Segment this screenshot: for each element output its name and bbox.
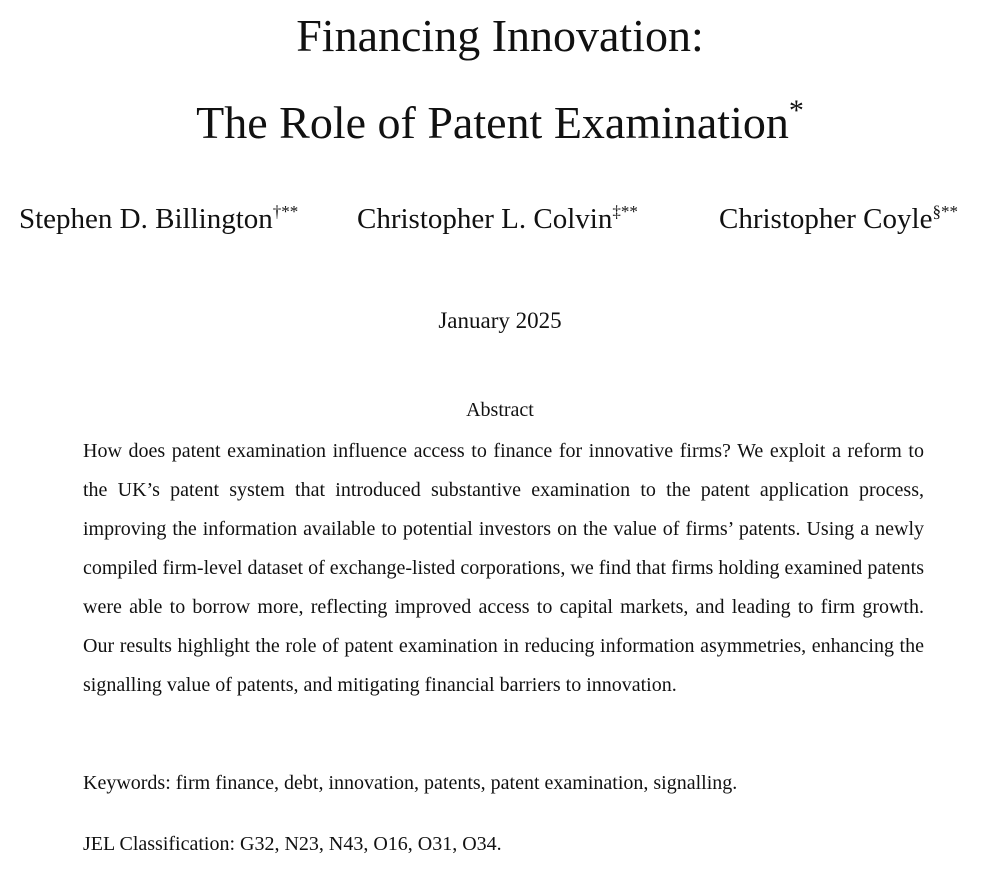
title-footnote-mark: * bbox=[788, 94, 804, 127]
paper-title-line-2 bbox=[0, 94, 1000, 148]
author-name: Stephen D. Billington bbox=[19, 203, 273, 235]
abstract-heading: Abstract bbox=[466, 399, 534, 421]
abstract-text: How does patent examination influence access to finance for innovative firms? We exploit a reform to the UK’s patent system that introduced substantive examination to the patent application process, improving the information available to potential investors on the value of firms’ patents. Using a newly compiled firm-level dataset of exchange-listed corporations, we find that firms holding examined patents were able to borrow more, reflecting improved access to capital markets, and leading to firm growth. Our results highlight the role of patent examination in reducing information asymmetries, enhancing the signalling value of patents, and mitigating financial barriers to innovation. bbox=[83, 440, 924, 696]
publication-date: January 2025 bbox=[438, 308, 562, 333]
author-coyle bbox=[719, 202, 958, 235]
keywords-line: Keywords: firm finance, debt, innovation, patents, patent examination, signalling. bbox=[83, 772, 738, 794]
author-billington bbox=[19, 202, 299, 235]
jel-classification: JEL Classification: G32, N23, N43, O16, O31, O34. bbox=[83, 833, 502, 855]
author-name: Christopher Coyle bbox=[719, 203, 933, 235]
author-colvin bbox=[357, 202, 638, 235]
author-name: Christopher L. Colvin bbox=[357, 203, 613, 235]
author-affiliation-marks: ‡** bbox=[612, 202, 638, 221]
author-affiliation-marks: §** bbox=[932, 202, 958, 221]
title-text-1: Financing Innovation: bbox=[296, 10, 704, 61]
title-text-2: The Role of Patent Examination bbox=[196, 97, 789, 148]
paper-title-line-1 bbox=[0, 10, 1000, 61]
author-affiliation-marks: †** bbox=[272, 202, 299, 221]
